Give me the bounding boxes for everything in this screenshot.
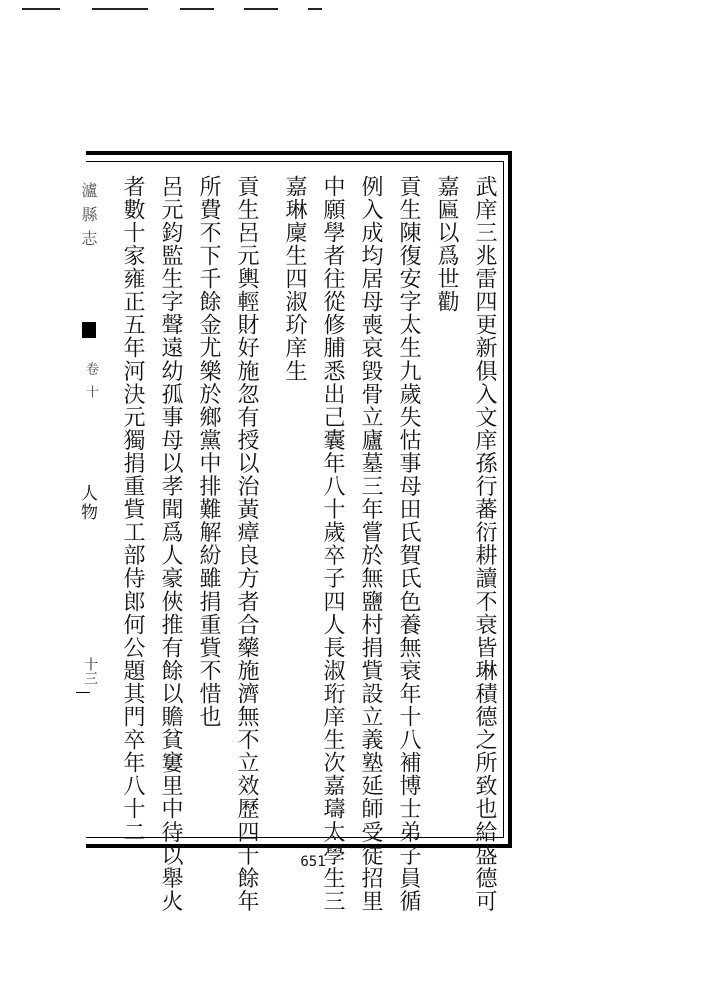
text-column-9: 呂元鈞監生字聲遠幼孤事母以孝聞爲人豪俠推有餘以贍貧窶里中待以舉火 <box>158 175 183 913</box>
margin-rule <box>76 692 90 693</box>
text-column-10: 者數十家雍正五年河決元獨捐重貲工部侍郎何公題其門卒年八十二 <box>120 175 145 844</box>
text-column-4: 例入成均居母喪哀毀骨立廬墓三年嘗於無鹽村捐貲設立義塾延師受徒招里 <box>358 175 383 913</box>
text-column-1: 武庠三兆雷四更新俱入文庠孫行蕃衍耕讀不衰皆琳積德之所致也給盛德可 <box>472 175 497 913</box>
text-column-6: 嘉琳廩生四淑玠庠生 <box>282 175 307 383</box>
text-column-7: 貢生呂元輿輕財好施忽有授以治黃瘴良方者合藥施濟無不立效歷四十餘年 <box>234 175 259 913</box>
text-column-8: 所費不下千餘金尤樂於鄉黨中排難解紛雖捐重貲不惜也 <box>196 175 221 729</box>
page-number: 651 <box>300 854 326 870</box>
fishtail-mark-icon <box>82 322 96 338</box>
text-column-2: 嘉匾以爲世勸 <box>434 175 459 314</box>
volume-page-number: 十三 <box>82 657 98 685</box>
chapter-label: 卷十 <box>83 362 98 408</box>
top-scan-marks <box>22 8 322 14</box>
page-margin-column <box>77 172 100 832</box>
text-column-5: 中願學者往從修脯悉出己囊年八十歲卒子四人長淑珩庠生次嘉璹太學生三 <box>320 175 345 913</box>
text-column-3: 貢生陳復安字太生九歲失怙事母田氏賀氏色養無衰年十八補博士弟子員循 <box>396 175 421 913</box>
section-label: 人物 <box>77 484 97 522</box>
book-title: 瀘縣志 <box>79 182 98 254</box>
